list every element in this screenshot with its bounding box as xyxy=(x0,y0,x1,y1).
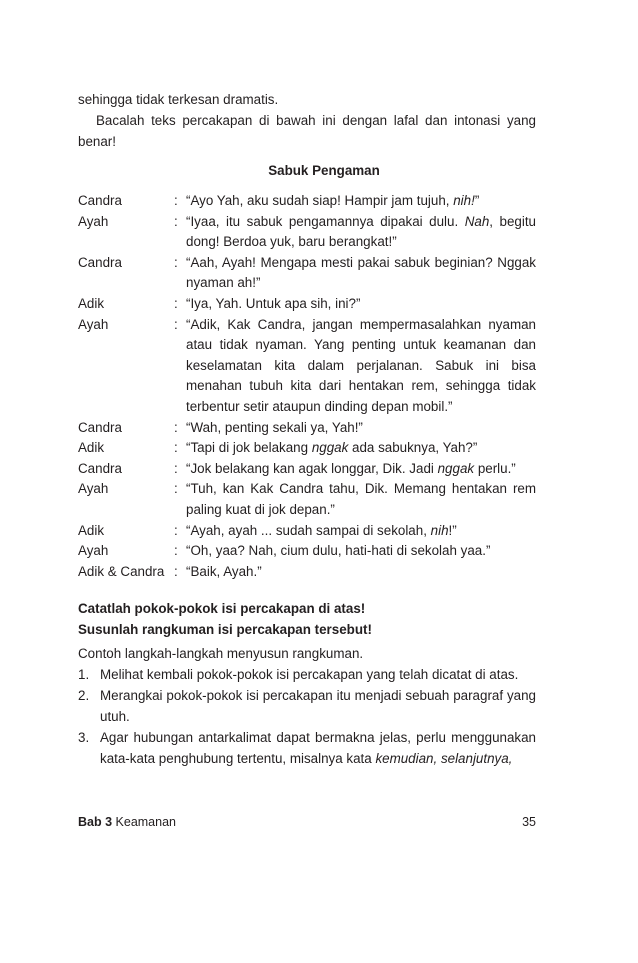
speaker-name: Candra xyxy=(78,419,122,435)
footer-chapter-title: Keamanan xyxy=(115,815,176,829)
page-content xyxy=(78,89,536,769)
colon-separator: : xyxy=(174,481,178,497)
utterance xyxy=(186,438,536,459)
utterance xyxy=(186,212,536,253)
utterance xyxy=(186,541,536,562)
utterance xyxy=(186,562,536,583)
text-run: “Wah, penting sekali ya, Yah!” xyxy=(186,419,363,435)
step-number: 2. xyxy=(78,688,90,704)
text-run: Melihat kembali pokok-pokok isi percakapan yang telah dicatat di atas. xyxy=(100,667,519,683)
steps-list xyxy=(78,664,536,769)
utterance xyxy=(186,253,536,294)
utterance xyxy=(186,191,536,212)
speaker-name: Candra xyxy=(78,254,122,270)
italic-word: nggak xyxy=(437,460,475,476)
utterance xyxy=(186,294,536,315)
text-run: “Ayah, ayah ... sudah sampai di sekolah, xyxy=(186,522,431,538)
colon-separator: : xyxy=(174,213,178,229)
dialog-transcript xyxy=(78,191,536,582)
speaker-name: Adik xyxy=(78,295,105,311)
text-run: “Adik, Kak Candra, jangan mempermasalahkan nyaman atau tidak nyaman. Yang penting untuk keamanan dan keselamatan kita dalam perjalanan. Sabuk ini bisa menahan tubuh kita dari hentakan rem, sehingga tidak terbentur setir ataupun dinding depan mobil.” xyxy=(186,316,536,414)
speaker-name: Adik xyxy=(78,522,105,538)
dialog-line xyxy=(78,212,536,253)
dialog-title: Sabuk Pengaman xyxy=(268,163,380,178)
colon-separator: : xyxy=(174,563,178,579)
reading-instruction: Bacalah teks percakapan di bawah ini dengan lafal dan intonasi yang benar! xyxy=(78,113,536,149)
text-run: “Aah, Ayah! Mengapa mesti pakai sabuk beginian? Nggak nyaman ah!” xyxy=(186,254,536,291)
footer-chapter xyxy=(78,814,176,830)
step-item xyxy=(78,664,536,685)
speaker-name: Adik & Candra xyxy=(78,563,165,579)
dialog-line xyxy=(78,521,536,542)
step-text xyxy=(100,727,536,769)
step-item xyxy=(78,727,536,769)
utterance xyxy=(186,479,536,520)
colon-separator: : xyxy=(174,193,178,208)
colon-separator: : xyxy=(174,295,178,311)
step-number: 1. xyxy=(78,667,90,683)
speaker-name: Ayah xyxy=(78,481,109,497)
text-run: “Iya, Yah. Untuk apa sih, ini?” xyxy=(186,295,361,311)
text-run: “Tapi di jok belakang xyxy=(186,440,312,456)
text-run: perlu.” xyxy=(474,460,516,476)
text-run: “Tuh, kan Kak Candra tahu, Dik. Memang hentakan rem paling kuat di jok depan.” xyxy=(186,481,536,517)
text-run: ” xyxy=(474,193,480,208)
dialog-line xyxy=(78,253,536,294)
step-number: 3. xyxy=(78,730,90,746)
utterance xyxy=(186,521,536,542)
step-item xyxy=(78,685,536,727)
dialog-line xyxy=(78,294,536,315)
utterance xyxy=(186,315,536,418)
speaker-name: Adik xyxy=(78,440,105,456)
colon-separator: : xyxy=(174,522,178,538)
colon-separator: : xyxy=(174,419,178,435)
steps-intro: Contoh langkah-langkah menyusun rangkuman. xyxy=(78,646,364,662)
text-run: “Ayo Yah, aku sudah siap! Hampir jam tujuh, xyxy=(186,193,454,208)
intro-line: sehingga tidak terkesan dramatis. xyxy=(78,92,279,107)
text-run: “Oh, yaa? Nah, cium dulu, hati-hati di sekolah yaa.” xyxy=(186,543,491,559)
colon-separator: : xyxy=(174,440,178,456)
page-footer xyxy=(78,814,536,830)
dialog-line xyxy=(78,418,536,439)
dialog-line xyxy=(78,541,536,562)
text-run: Agar hubungan antarkalimat dapat bermakna jelas, perlu menggunakan kata-kata penghubung tertentu, misalnya kata xyxy=(100,730,536,767)
step-text xyxy=(100,664,536,685)
text-run: “Baik, Ayah.” xyxy=(186,563,262,579)
dialog-line xyxy=(78,479,536,520)
italic-word: nggak xyxy=(311,440,349,456)
italic-word: nih! xyxy=(453,193,475,208)
step-text xyxy=(100,685,536,727)
page-number: 35 xyxy=(522,815,536,829)
text-run: “Jok belakang kan agak longgar, Dik. Jadi xyxy=(186,460,438,476)
text-run: Merangkai pokok-pokok isi percakapan itu menjadi sebuah paragraf yang utuh. xyxy=(100,688,536,725)
footer-chapter-number: Bab 3 xyxy=(78,815,113,829)
speaker-name: Candra xyxy=(78,460,122,476)
colon-separator: : xyxy=(174,460,178,476)
colon-separator: : xyxy=(174,316,178,332)
utterance xyxy=(186,459,536,480)
speaker-name: Ayah xyxy=(78,213,109,229)
dialog-line xyxy=(78,562,536,583)
text-run: ada sabuknya, Yah?” xyxy=(348,440,478,456)
speaker-name: Ayah xyxy=(78,543,109,559)
dialog-line xyxy=(78,315,536,418)
task-instructions xyxy=(78,598,536,640)
speaker-name: Ayah xyxy=(78,316,109,332)
dialog-line xyxy=(78,459,536,480)
italic-word: Nah xyxy=(464,213,490,229)
speaker-name: Candra xyxy=(78,193,122,208)
task-instruction-2: Susunlah rangkuman isi percakapan tersebut! xyxy=(78,622,372,638)
dialog-line xyxy=(78,438,536,459)
colon-separator: : xyxy=(174,254,178,270)
utterance xyxy=(186,418,536,439)
text-run: !” xyxy=(448,522,457,538)
dialog-line xyxy=(78,191,536,212)
colon-separator: : xyxy=(174,543,178,559)
text-run: “Iyaa, itu sabuk pengamannya dipakai dulu. xyxy=(186,213,465,229)
italic-word: kemudian, selanjutnya, xyxy=(375,751,513,767)
italic-word: nih xyxy=(430,522,449,538)
text-run: , begitu dong! Berdoa yuk, baru berangkat!” xyxy=(186,213,536,250)
task-instruction-1: Catatlah pokok-pokok isi percakapan di atas! xyxy=(78,601,366,617)
